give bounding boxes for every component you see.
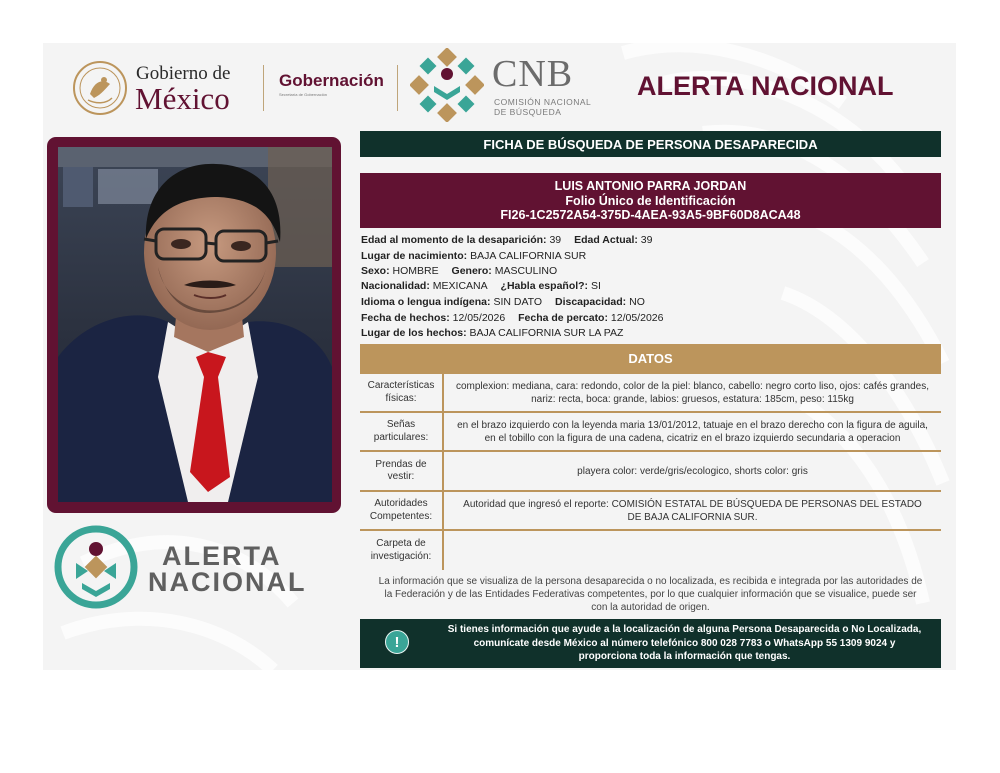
gobierno-line1: Gobierno de bbox=[136, 63, 231, 84]
edad-actual-label: Edad Actual: bbox=[574, 234, 638, 246]
row-label-line: Señas bbox=[386, 419, 416, 430]
table-row bbox=[360, 451, 941, 491]
lugar-hechos-label: Lugar de los hechos: bbox=[361, 327, 467, 339]
alerta-nacional-title: ALERTA NACIONAL bbox=[637, 71, 894, 101]
caracteristicas-label bbox=[360, 374, 443, 412]
row-value-line: Autoridad que ingresó el reporte: COMISIÓN ESTATAL DE BÚSQUEDA DE PERSONAS DEL ESTADO bbox=[463, 498, 922, 510]
contact-line: proporciona toda la información que tengas. bbox=[578, 651, 791, 662]
idioma-label: Idioma o lengua indígena: bbox=[361, 296, 491, 308]
autoridades-value bbox=[443, 491, 941, 530]
folio-label: Folio Único de Identificación bbox=[565, 193, 736, 208]
info-row-lugar-nacimiento bbox=[361, 250, 941, 262]
info-row-nacionalidad bbox=[361, 280, 941, 292]
edad-desaparicion-label: Edad al momento de la desaparición: bbox=[361, 234, 547, 246]
info-row-edad bbox=[361, 234, 941, 246]
fecha-hechos-label: Fecha de hechos: bbox=[361, 312, 450, 324]
contact-line: Si tienes información que ayude a la localización de alguna Persona Desaparecida o No Localizada, bbox=[447, 624, 922, 635]
contact-info-text bbox=[432, 623, 937, 664]
info-row-idioma bbox=[361, 296, 941, 308]
lugar-nacimiento-label: Lugar de nacimiento: bbox=[361, 250, 468, 262]
disclaimer-line: con la autoridad de origen. bbox=[591, 602, 710, 613]
gobierno-line2: México bbox=[135, 81, 230, 116]
gobierno-de-mexico-logo bbox=[72, 60, 262, 116]
sexo-value: HOMBRE bbox=[392, 265, 439, 277]
disclaimer-line: la Federación y de las Entidades Federativas competentes, por lo que cualquier información que se visualice, puede ser bbox=[384, 589, 917, 600]
person-photo-image bbox=[58, 147, 332, 502]
row-label-line: investigación: bbox=[370, 550, 432, 562]
nacionalidad-value: MEXICANA bbox=[432, 280, 488, 292]
discapacidad-value: NO bbox=[629, 296, 645, 308]
cnb-title: CNB bbox=[492, 53, 574, 95]
carpeta-value bbox=[443, 530, 941, 570]
row-value-line: en el brazo izquierdo con la leyenda maria 13/01/2012, tatuaje en el brazo derecho con la figura de aguila, bbox=[457, 419, 928, 431]
alerta-nacional-logo-icon bbox=[54, 525, 138, 609]
genero-value: MASCULINO bbox=[494, 265, 558, 277]
senas-label bbox=[360, 412, 443, 451]
table-row bbox=[360, 412, 941, 451]
lugar-hechos-value: BAJA CALIFORNIA SUR LA PAZ bbox=[469, 327, 624, 339]
caracteristicas-value bbox=[443, 374, 941, 412]
table-row bbox=[360, 491, 941, 530]
fecha-percato-label: Fecha de percato: bbox=[518, 312, 608, 324]
row-value-line: DE BAJA CALIFORNIA SUR. bbox=[627, 511, 758, 523]
cnb-logo-icon bbox=[410, 48, 484, 122]
discapacidad-label: Discapacidad: bbox=[554, 296, 627, 308]
edad-actual-value: 39 bbox=[640, 234, 653, 246]
gobernacion-sub: Secretaría de Gobernación bbox=[279, 92, 328, 97]
table-row bbox=[360, 374, 941, 412]
edad-desaparicion-value: 39 bbox=[549, 234, 562, 246]
exclamation-icon: ! bbox=[385, 630, 409, 654]
datos-title: DATOS bbox=[360, 344, 941, 374]
row-label-line: Prendas de bbox=[375, 458, 427, 470]
table-row bbox=[360, 530, 941, 570]
prendas-label bbox=[360, 451, 443, 491]
person-name-box bbox=[360, 173, 941, 228]
info-row-lugar-hechos bbox=[361, 327, 941, 339]
row-label-line: físicas: bbox=[385, 392, 417, 404]
lugar-nacimiento-value: BAJA CALIFORNIA SUR bbox=[470, 250, 587, 262]
info-row-fechas bbox=[361, 312, 941, 324]
ficha-title: FICHA DE BÚSQUEDA DE PERSONA DESAPARECIDA bbox=[360, 131, 941, 157]
row-label-line: vestir: bbox=[387, 471, 415, 482]
idioma-value: SIN DATO bbox=[493, 296, 543, 308]
row-value-line: en el tobillo con la figura de una cadena, cicatriz en el brazo izquierdo secundaria a operacion bbox=[484, 432, 901, 444]
fecha-percato-value: 12/05/2026 bbox=[610, 312, 664, 324]
header-divider bbox=[397, 65, 398, 111]
row-label-line: Carpeta de bbox=[376, 538, 426, 549]
contact-line: comunícate desde México al número telefónico 800 028 7783 o WhatsApp 55 1309 9024 y bbox=[473, 637, 896, 649]
row-value-line: playera color: verde/gris/ecologico, shorts color: gris bbox=[577, 465, 808, 477]
genero-label: Genero: bbox=[451, 265, 492, 277]
row-label-line: Características bbox=[367, 380, 435, 391]
nacionalidad-label: Nacionalidad: bbox=[361, 280, 430, 292]
row-label-line: Competentes: bbox=[369, 510, 433, 522]
habla-espanol-label: ¿Habla español?: bbox=[500, 280, 589, 292]
info-row-sexo bbox=[361, 265, 941, 277]
row-value-line: nariz: recta, boca: grande, labios: gruesos, estatura: 185cm, peso: 115kg bbox=[531, 393, 854, 405]
folio-value: FI26-1C2572A54-375D-4AEA-93A5-9BF60D8ACA48 bbox=[500, 208, 801, 222]
disclaimer-line: La información que se visualiza de la persona desaparecida o no localizada, es recibida e integrada por las autoridades de bbox=[378, 576, 923, 587]
row-label-line: Autoridades bbox=[374, 498, 428, 509]
alerta-logo-line2: NACIONAL bbox=[148, 567, 307, 597]
cnb-sub-line2: DE BÚSQUEDA bbox=[494, 107, 562, 117]
cnb-subtitle bbox=[494, 97, 591, 117]
sexo-label: Sexo: bbox=[361, 265, 390, 277]
gobernacion-label: Gobernación bbox=[279, 71, 384, 90]
habla-espanol-value: SI bbox=[590, 280, 601, 292]
prendas-value bbox=[443, 451, 941, 491]
disclaimer-text bbox=[363, 575, 938, 614]
mexico-seal-icon bbox=[72, 60, 128, 116]
alerta-logo-line1: ALERTA bbox=[162, 541, 282, 571]
person-photo bbox=[58, 147, 332, 502]
cnb-sub-line1: COMISIÓN NACIONAL bbox=[494, 97, 592, 107]
contact-info-bar bbox=[360, 619, 941, 668]
carpeta-label bbox=[360, 530, 443, 570]
header-divider bbox=[263, 65, 264, 111]
row-label-line: particulares: bbox=[373, 431, 429, 443]
person-name: LUIS ANTONIO PARRA JORDAN bbox=[554, 179, 747, 193]
fecha-hechos-value: 12/05/2026 bbox=[452, 312, 506, 324]
row-value-line: complexion: mediana, cara: redondo, color de la piel: blanco, cabello: negro corto liso, ojos: cafés grandes, bbox=[455, 380, 930, 392]
autoridades-label bbox=[360, 491, 443, 530]
senas-value bbox=[443, 412, 941, 451]
datos-table bbox=[360, 374, 941, 570]
